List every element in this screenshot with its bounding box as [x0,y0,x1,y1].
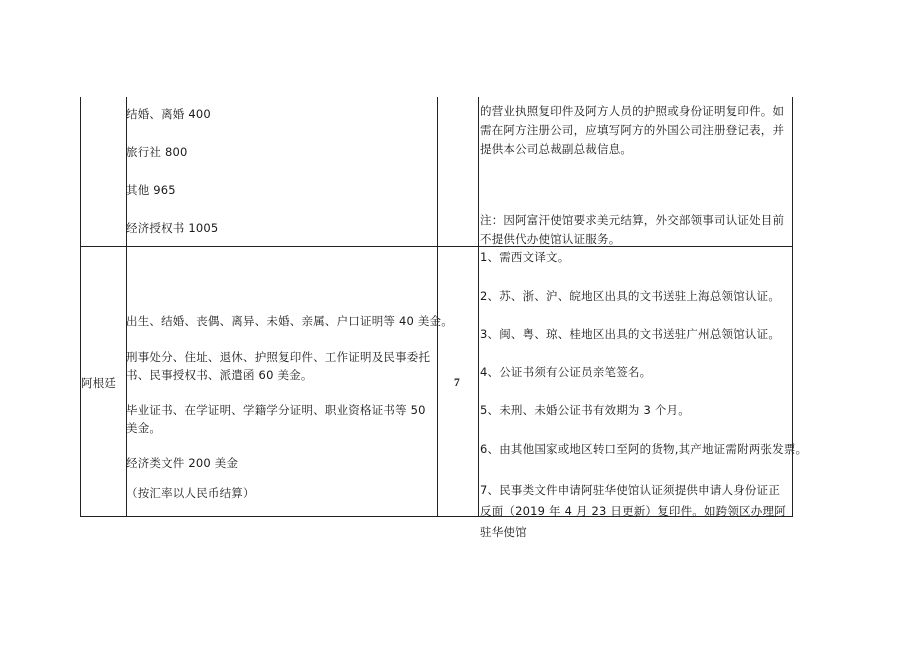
fee-item: 出生、结婚、丧偶、离异、未婚、亲属、户口证明等 40 美金。 [126,314,453,328]
fee-note: （按汇率以人民币结算） [126,486,255,500]
notes-text: 的营业执照复印件及阿方人员的护照或身份证明复印件。如需在阿方注册公司，应填写阿方的外国公司注册登记表，并提供本公司总裁副总裁信息。 [480,104,785,156]
notes-text: 注：因阿富汗使馆要求美元结算，外交部领事司认证处目前不提供代办使馆认证服务。 [480,213,785,246]
note-item: 7、民事类文件申请阿驻华使馆认证须提供申请人身份证正反面（2019 年 4 月 23 日更新）复印件。如跨领区办理阿驻华使馆 [480,483,786,539]
fee-item: 结婚、离婚 400 [126,107,211,121]
country-name: 阿根廷 [81,376,117,390]
note-item: 1、需西文译文。 [480,250,570,264]
column-divider-2 [437,97,438,517]
fee-item: 经济类文件 200 美金 [126,456,239,470]
note-item: 4、公证书须有公证员亲笔签名。 [480,365,652,379]
fee-item: 经济授权书 1005 [126,221,219,235]
note-item: 2、苏、浙、沪、皖地区出具的文书送驻上海总领馆认证。 [480,289,781,303]
fee-item: 旅行社 800 [126,145,188,159]
note-item: 5、未刑、未婚公证书有效期为 3 个月。 [480,403,690,417]
table-border-left [80,97,81,517]
note-item: 3、闽、粤、琼、桂地区出具的文书送驻广州总领馆认证。 [480,327,781,341]
fee-item: 毕业证书、在学证明、学籍学分证明、职业资格证书等 50 美金。 [126,403,426,435]
item-number: 7 [454,377,460,389]
document-table [80,97,808,539]
column-divider-1 [126,97,127,517]
fee-item: 其他 965 [126,183,176,197]
fee-item: 刑事处分、住址、退休、护照复印件、工作证明及民事委托书、民事授权书、派遣函 60 美金。 [126,350,431,382]
column-divider-3 [478,97,479,517]
note-item: 6、由其他国家或地区转口至阿的货物,其产地证需附两张发票。 [480,442,808,456]
